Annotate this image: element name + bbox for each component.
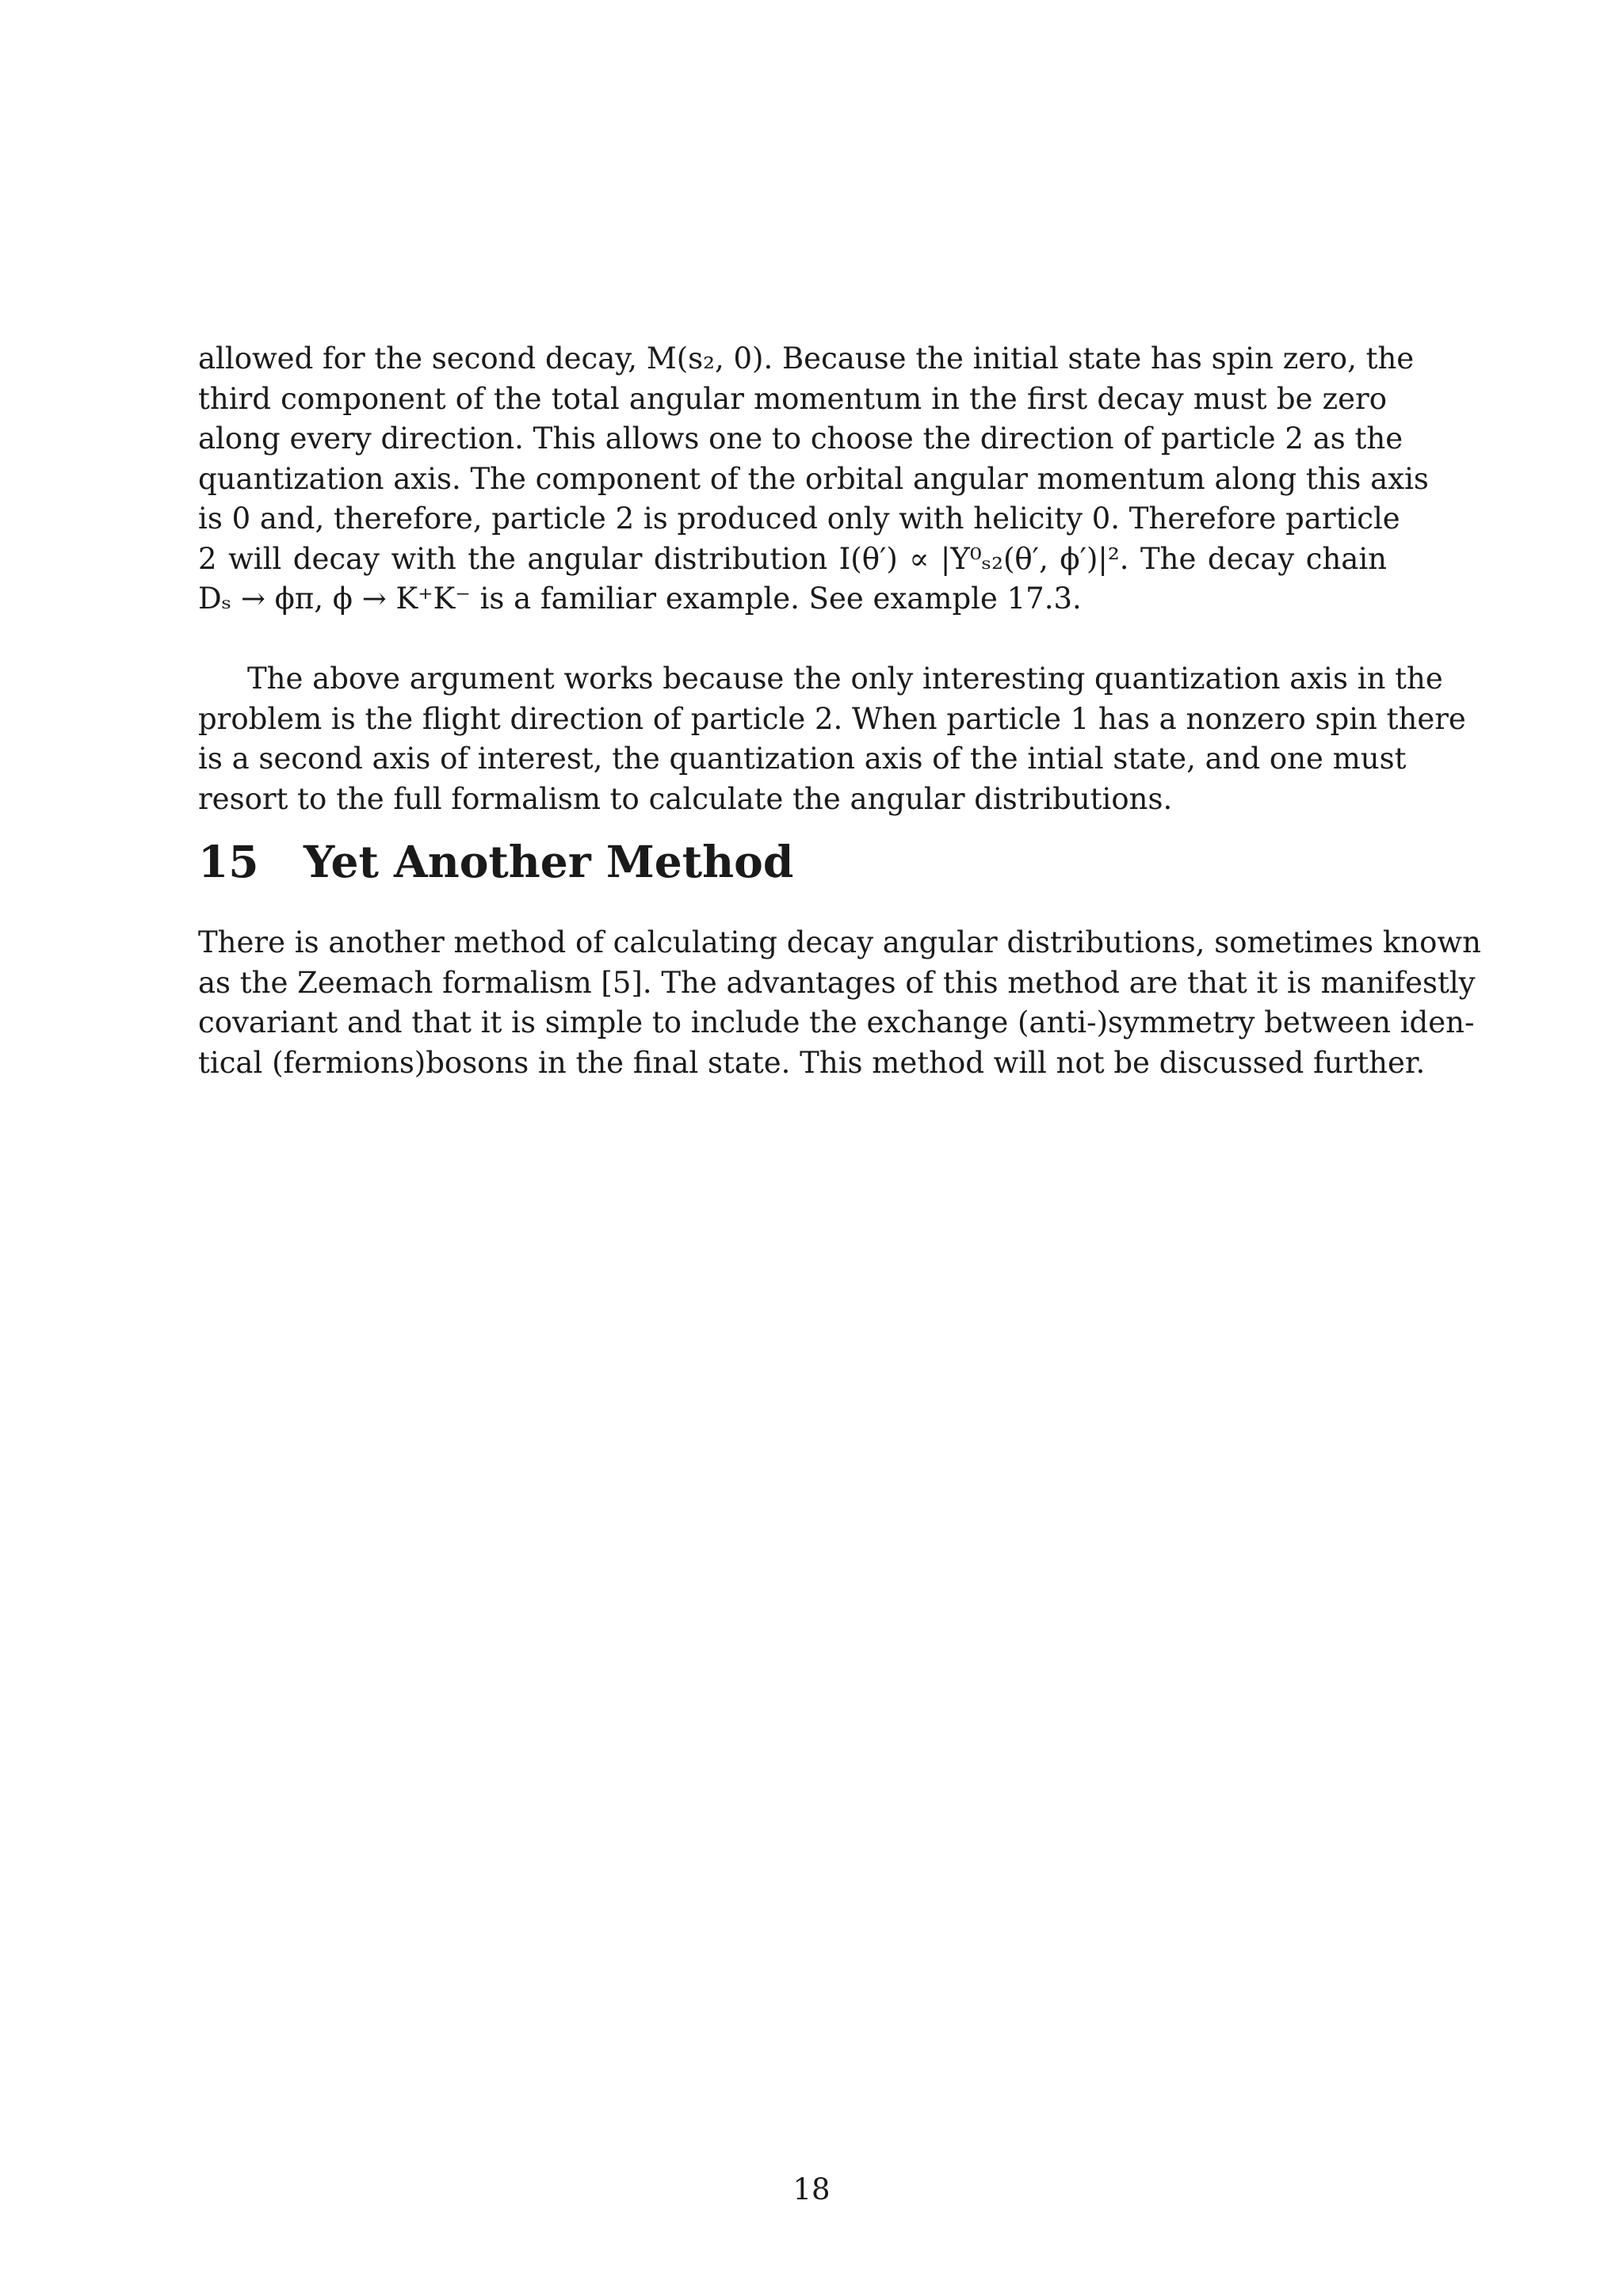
- text-line: resort to the full formalism to calculate the angular distributions.: [198, 781, 1173, 816]
- paragraph-zeemach-formalism: [198, 923, 1481, 1083]
- section-title: Yet Another Method: [304, 836, 794, 887]
- text-line: covariant and that it is simple to include the exchange (anti-)symmetry between iden-: [198, 1005, 1475, 1039]
- text-line: problem is the flight direction of particle 2. When particle 1 has a nonzero spin there: [198, 701, 1466, 736]
- text-line: along every direction. This allows one to choose the direction of particle 2 as the: [198, 421, 1403, 456]
- text-line: tical (fermions)bosons in the final state. This method will not be discussed further.: [198, 1045, 1426, 1080]
- text-line: third component of the total angular momentum in the first decay must be zero: [198, 381, 1387, 416]
- text-line: 2 will decay with the angular distribution I(θ′) ∝ |Y⁰ₛ₂(θ′, ϕ′)|². The decay chain: [198, 541, 1387, 576]
- section-number: 15: [198, 836, 259, 887]
- paragraph-quantization-axis: [198, 659, 1466, 819]
- text-line: as the Zeemach formalism [5]. The advantages of this method are that it is manifestly: [198, 965, 1476, 1000]
- text-line: allowed for the second decay, M(s₂, 0). Because the initial state has spin zero, the: [198, 341, 1415, 376]
- paragraph-helicity-argument: [198, 339, 1429, 620]
- text-line: There is another method of calculating decay angular distributions, sometimes known: [198, 925, 1481, 959]
- text-line: is a second axis of interest, the quantization axis of the intial state, and one must: [198, 742, 1407, 776]
- text-line: The above argument works because the only interesting quantization axis in the: [247, 662, 1443, 696]
- page-number: 18: [792, 2172, 831, 2206]
- text-line: quantization axis. The component of the orbital angular momentum along this axis: [198, 461, 1429, 496]
- text-line: Dₛ → ϕπ, ϕ → K⁺K⁻ is a familiar example. See example 17.3.: [198, 582, 1082, 616]
- section-heading: [198, 837, 793, 887]
- text-line: is 0 and, therefore, particle 2 is produced only with helicity 0. Therefore particle: [198, 502, 1400, 536]
